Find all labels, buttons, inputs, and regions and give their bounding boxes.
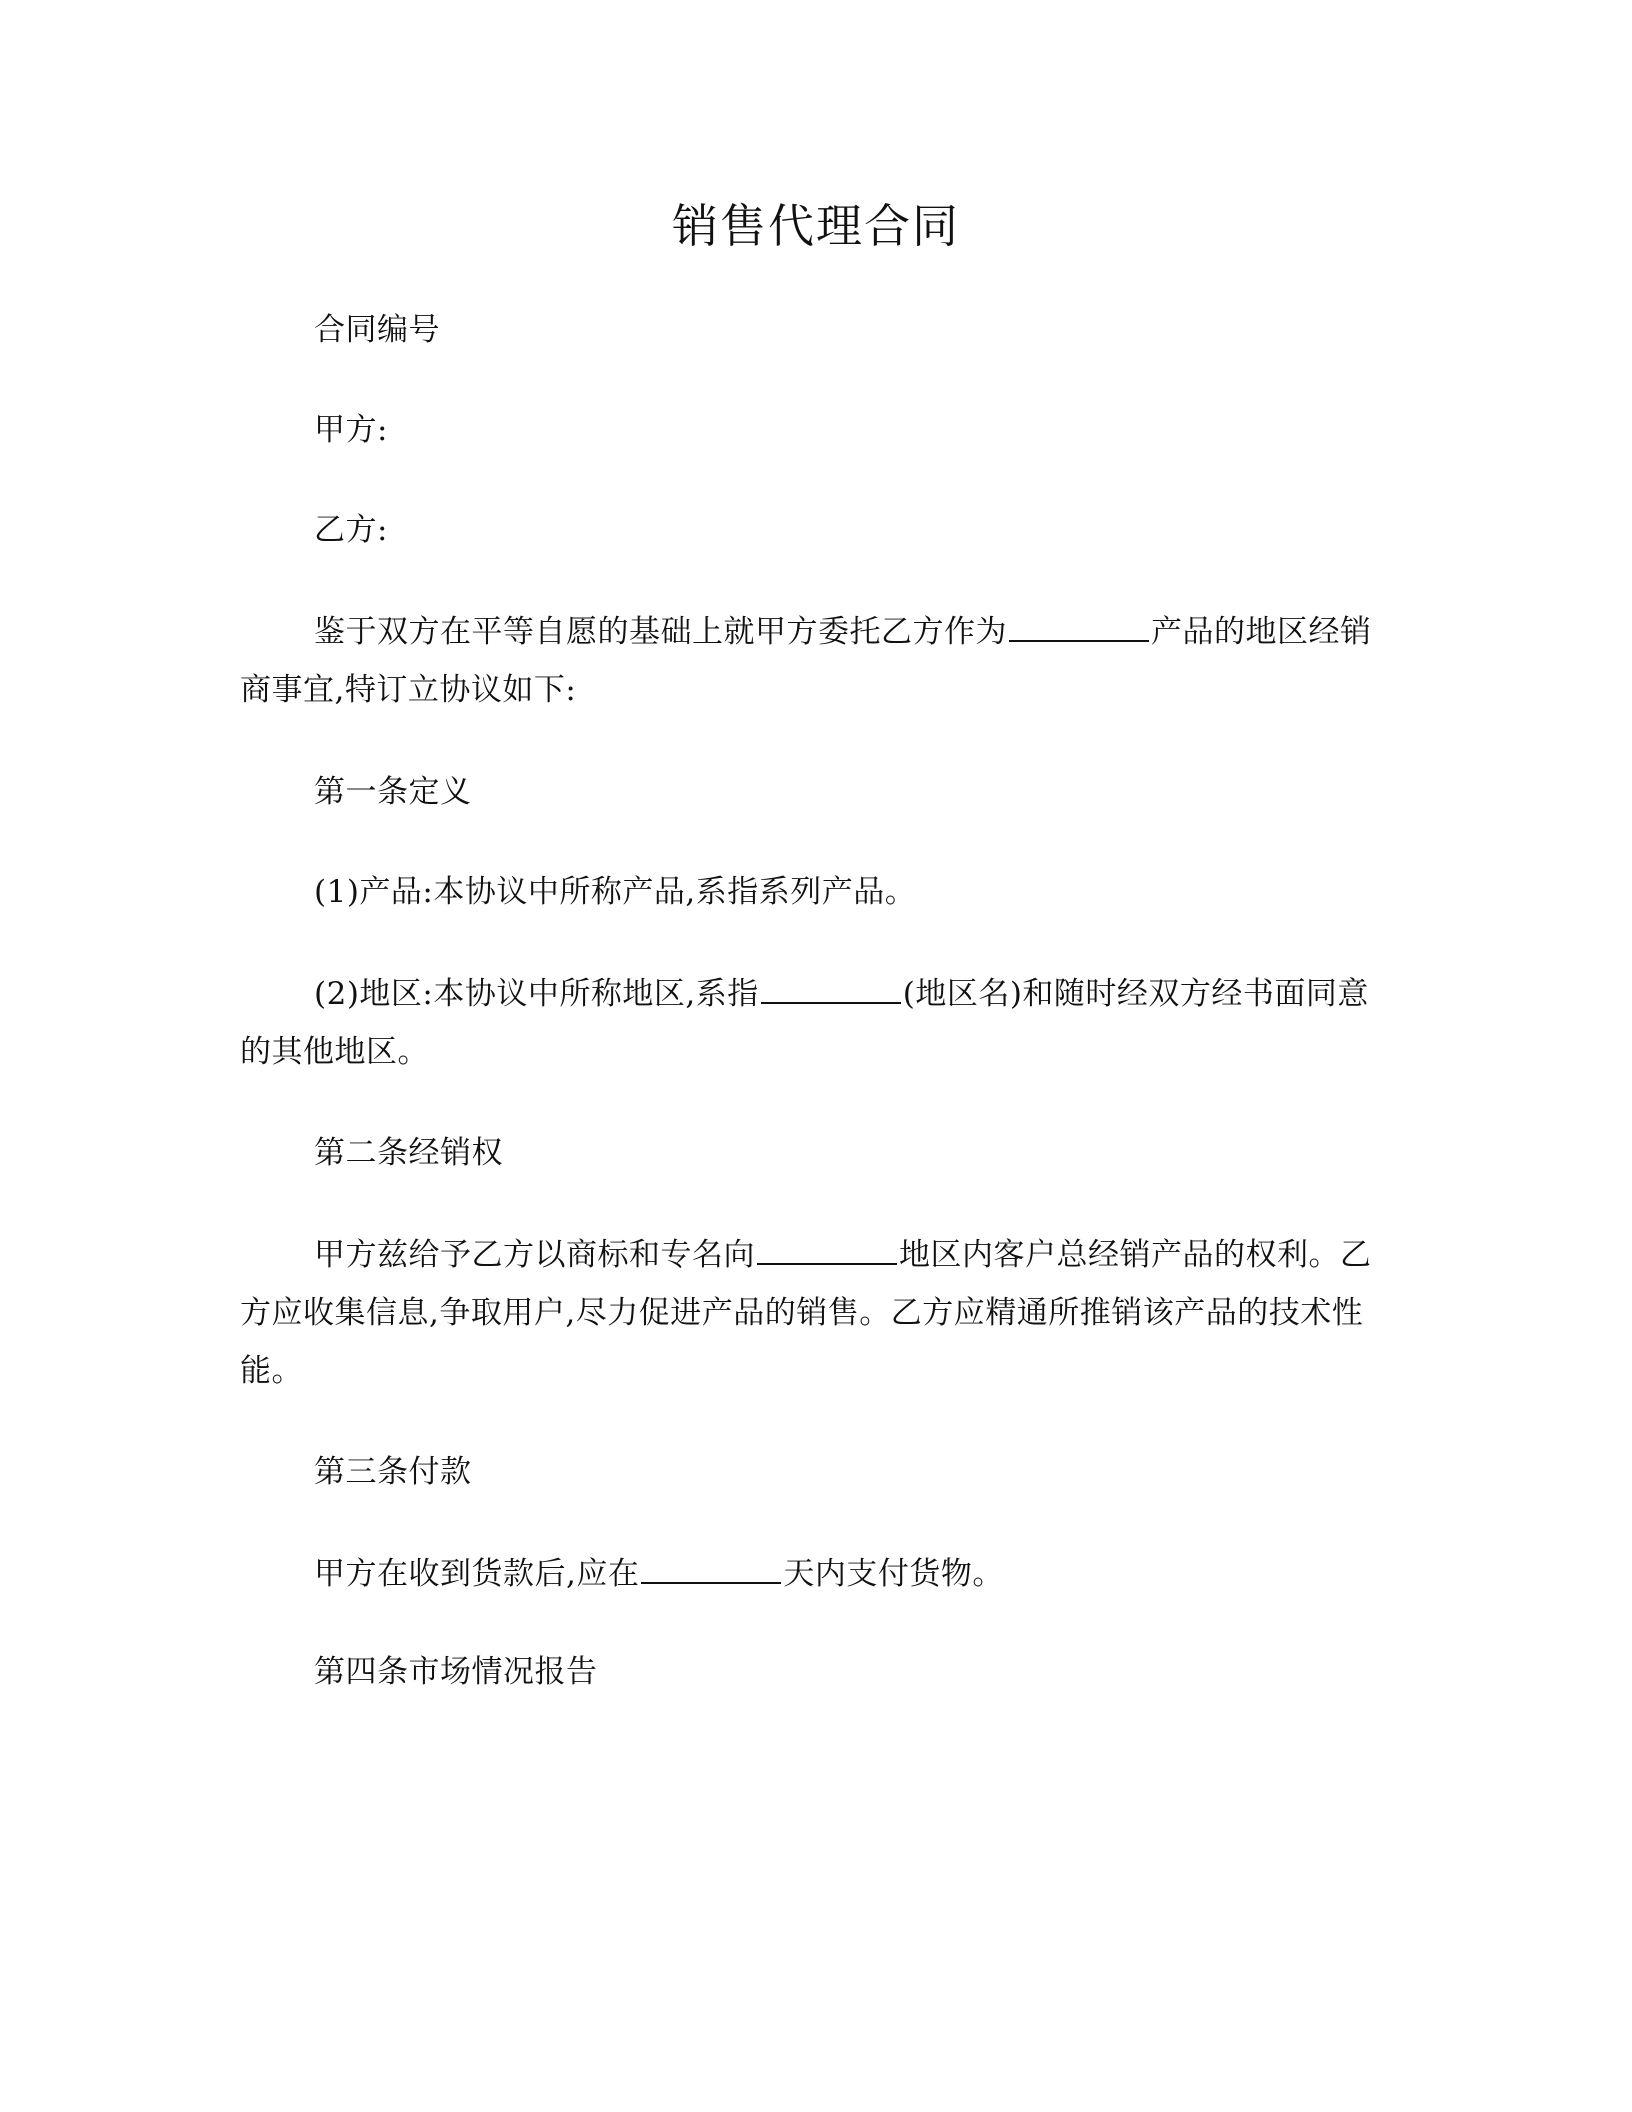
preamble-text-2: 产品的地区经销商事宜,特订立协议如下: — [240, 614, 1372, 708]
days-blank — [641, 1552, 781, 1584]
article-2-paragraph — [240, 1226, 1390, 1400]
document-title: 销售代理合同 — [672, 199, 960, 253]
product-blank — [1009, 610, 1149, 642]
article-3-paragraph — [314, 1552, 1004, 1594]
preamble-paragraph — [240, 603, 1390, 719]
article-1-item-2 — [240, 965, 1390, 1081]
contract-number-label: 合同编号 — [314, 312, 440, 348]
party-b-label: 乙方: — [314, 512, 388, 548]
article-3-text-2: 天内支付货物。 — [783, 1556, 1004, 1592]
article-1-item-1: (1)产品:本协议中所称产品,系指系列产品。 — [314, 874, 917, 910]
article-2-text-2: 地区内客户总经销产品的权利。乙方应收集信息,争取用户,尽力促进产品的销售。乙方应精通所推销该产品的技术性能。 — [240, 1237, 1372, 1389]
preamble-text-1: 鉴于双方在平等自愿的基础上就甲方委托乙方作为 — [314, 614, 1007, 650]
article-2-heading: 第二条经销权 — [314, 1135, 503, 1171]
article-3-text-1: 甲方在收到货款后,应在 — [314, 1556, 640, 1592]
article-3-heading: 第三条付款 — [314, 1454, 472, 1490]
article-4-heading: 第四条市场情况报告 — [314, 1654, 598, 1690]
item-2-text-1: (2)地区:本协议中所称地区,系指 — [314, 976, 759, 1012]
territory-blank — [757, 1233, 897, 1265]
region-blank — [761, 972, 901, 1004]
article-1-heading: 第一条定义 — [314, 774, 472, 810]
party-a-label: 甲方: — [314, 412, 388, 448]
article-2-text-1: 甲方兹给予乙方以商标和专名向 — [314, 1237, 755, 1273]
item-2-text-2: (地区名)和随时经双方经书面同意的其他地区。 — [240, 976, 1369, 1070]
